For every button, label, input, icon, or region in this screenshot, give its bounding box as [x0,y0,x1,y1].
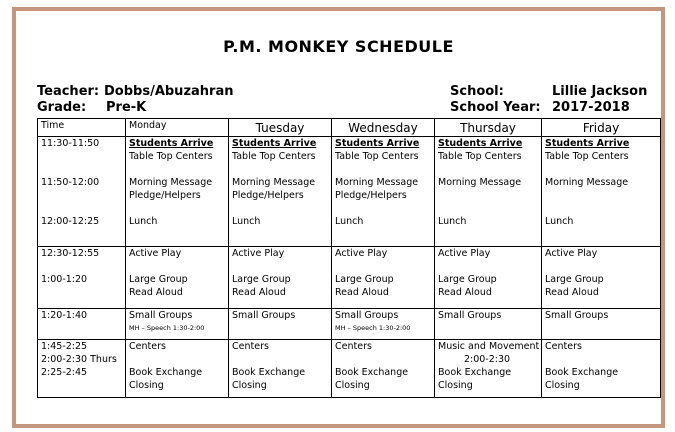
schedule-table [37,118,661,398]
time-cell: 1:45-2:25 2:00-2:30 Thurs 2:25-2:45 [38,340,126,398]
thursday-cell: Music and Movement 2:00-2:30 Book Exchange Closing [435,340,542,398]
page-title: P.M. MONKEY SCHEDULE [223,37,454,56]
school-year-label: School Year: [450,100,541,115]
teacher-label: Teacher: [37,84,100,99]
time-cell: 1:20-1:40 [38,309,126,340]
schedule-frame [12,7,665,428]
thursday-cell: Active Play Large Group Read Aloud [435,247,542,309]
wednesday-cell: Centers Book Exchange Closing [332,340,435,398]
friday-cell: Active Play Large Group Read Aloud [542,247,661,309]
grade-label: Grade: [37,100,87,115]
school-value: Lillie Jackson [552,84,648,99]
wednesday-cell: Small Groups MH – Speech 1:30-2:00 [332,309,435,340]
col-wednesday: Wednesday [332,119,435,137]
monday-cell: Active Play Large Group Read Aloud [126,247,229,309]
wednesday-cell: Active Play Large Group Read Aloud [332,247,435,309]
monday-cell: Students Arrive Table Top Centers Morning Message Pledge/Helpers Lunch [126,137,229,247]
wednesday-cell: Students Arrive Table Top Centers Morning Message Pledge/Helpers Lunch [332,137,435,247]
friday-cell: Students Arrive Table Top Centers Morning Message Lunch [542,137,661,247]
school-year-value: 2017-2018 [552,100,630,115]
tuesday-cell: Small Groups [229,309,332,340]
teacher-value: Dobbs/Abuzahran [104,84,234,99]
time-cell: 12:30-12:55 1:00-1:20 [38,247,126,309]
monday-cell: Small Groups MH – Speech 1:30-2:00 [126,309,229,340]
header-row [38,119,661,137]
tuesday-cell: Students Arrive Table Top Centers Morning Message Pledge/Helpers Lunch [229,137,332,247]
col-time: Time [38,119,126,137]
monday-cell: Centers Book Exchange Closing [126,340,229,398]
tuesday-cell: Centers Book Exchange Closing [229,340,332,398]
col-monday: Monday [126,119,229,137]
tuesday-cell: Active Play Large Group Read Aloud [229,247,332,309]
table-row [38,137,661,247]
time-cell: 11:30-11:50 11:50-12:00 12:00-12:25 [38,137,126,247]
thursday-cell: Students Arrive Table Top Centers Morning Message Lunch [435,137,542,247]
col-tuesday: Tuesday [229,119,332,137]
friday-cell: Small Groups [542,309,661,340]
grade-value: Pre-K [106,100,147,115]
school-label: School: [450,84,504,99]
table-row [38,247,661,309]
thursday-cell: Small Groups [435,309,542,340]
table-row [38,309,661,340]
friday-cell: Centers Book Exchange Closing [542,340,661,398]
col-friday: Friday [542,119,661,137]
col-thursday: Thursday [435,119,542,137]
table-row [38,340,661,398]
